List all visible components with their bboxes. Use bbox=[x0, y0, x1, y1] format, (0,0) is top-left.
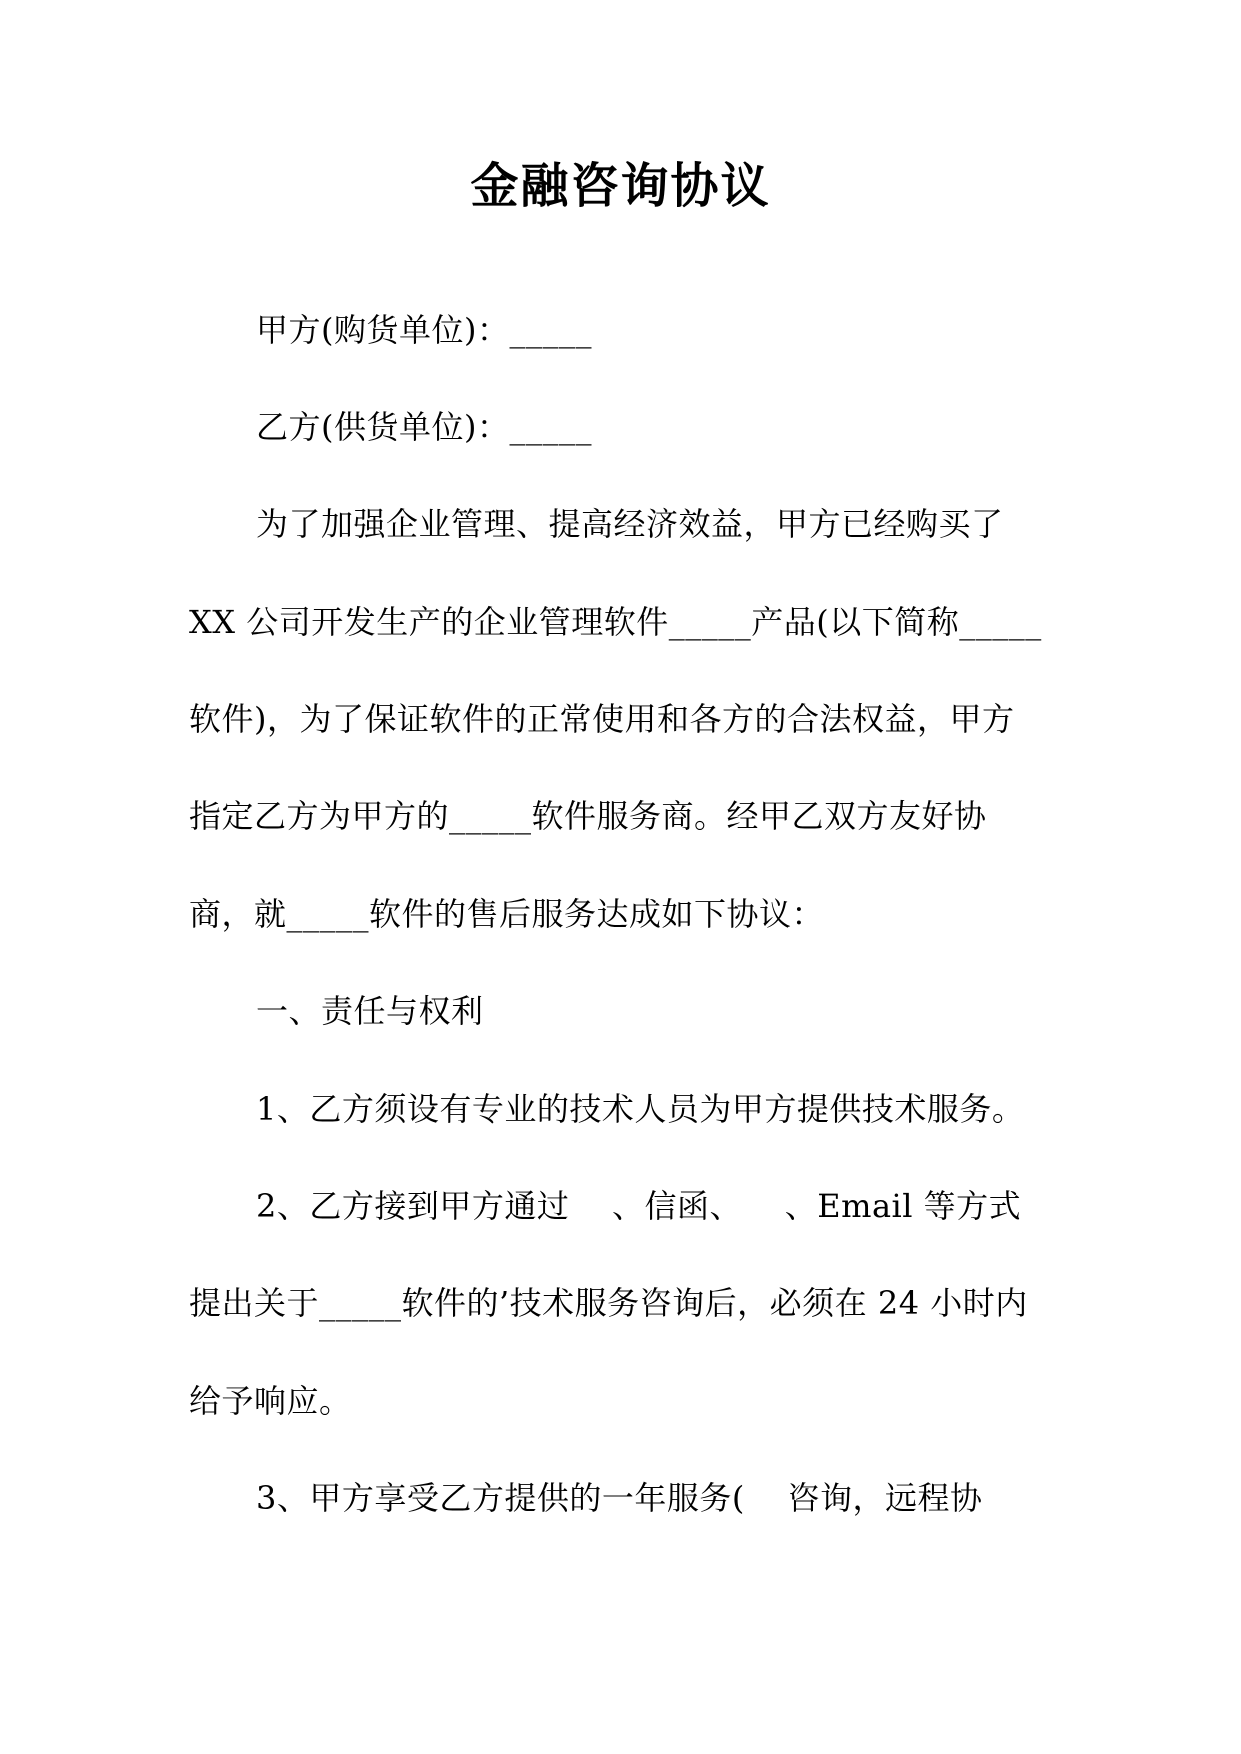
preamble-line-2: XX 公司开发生产的企业管理软件_____产品(以下简称_____ bbox=[189, 603, 1042, 641]
document-title: 金融咨询协议 bbox=[470, 158, 771, 214]
clause-3-line-1: 3、甲方享受乙方提供的一年服务( 咨询，远程协 bbox=[256, 1479, 983, 1517]
section-heading: 一、责任与权利 bbox=[256, 992, 484, 1030]
preamble-line-3: 软件)，为了保证软件的正常使用和各方的合法权益，甲方 bbox=[189, 700, 1015, 738]
preamble-line-5: 商，就_____软件的售后服务达成如下协议： bbox=[189, 895, 825, 933]
preamble-line-4: 指定乙方为甲方的_____软件服务商。经甲乙双方友好协 bbox=[189, 797, 987, 835]
clause-1-line-1: 1、乙方须设有专业的技术人员为甲方提供技术服务。 bbox=[256, 1090, 1025, 1128]
preamble-line-1: 为了加强企业管理、提高经济效益，甲方已经购买了 bbox=[256, 505, 1004, 543]
clause-2-line-3: 给予响应。 bbox=[189, 1382, 352, 1420]
party-a-line: 甲方(购货单位)：_____ bbox=[256, 311, 592, 349]
clause-2-line-2: 提出关于_____软件的’技术服务咨询后，必须在 24 小时内 bbox=[189, 1284, 1028, 1322]
clause-2-line-1: 2、乙方接到甲方通过 、信函、 、Email 等方式 bbox=[256, 1187, 1022, 1225]
party-b-line: 乙方(供货单位)：_____ bbox=[256, 408, 592, 446]
